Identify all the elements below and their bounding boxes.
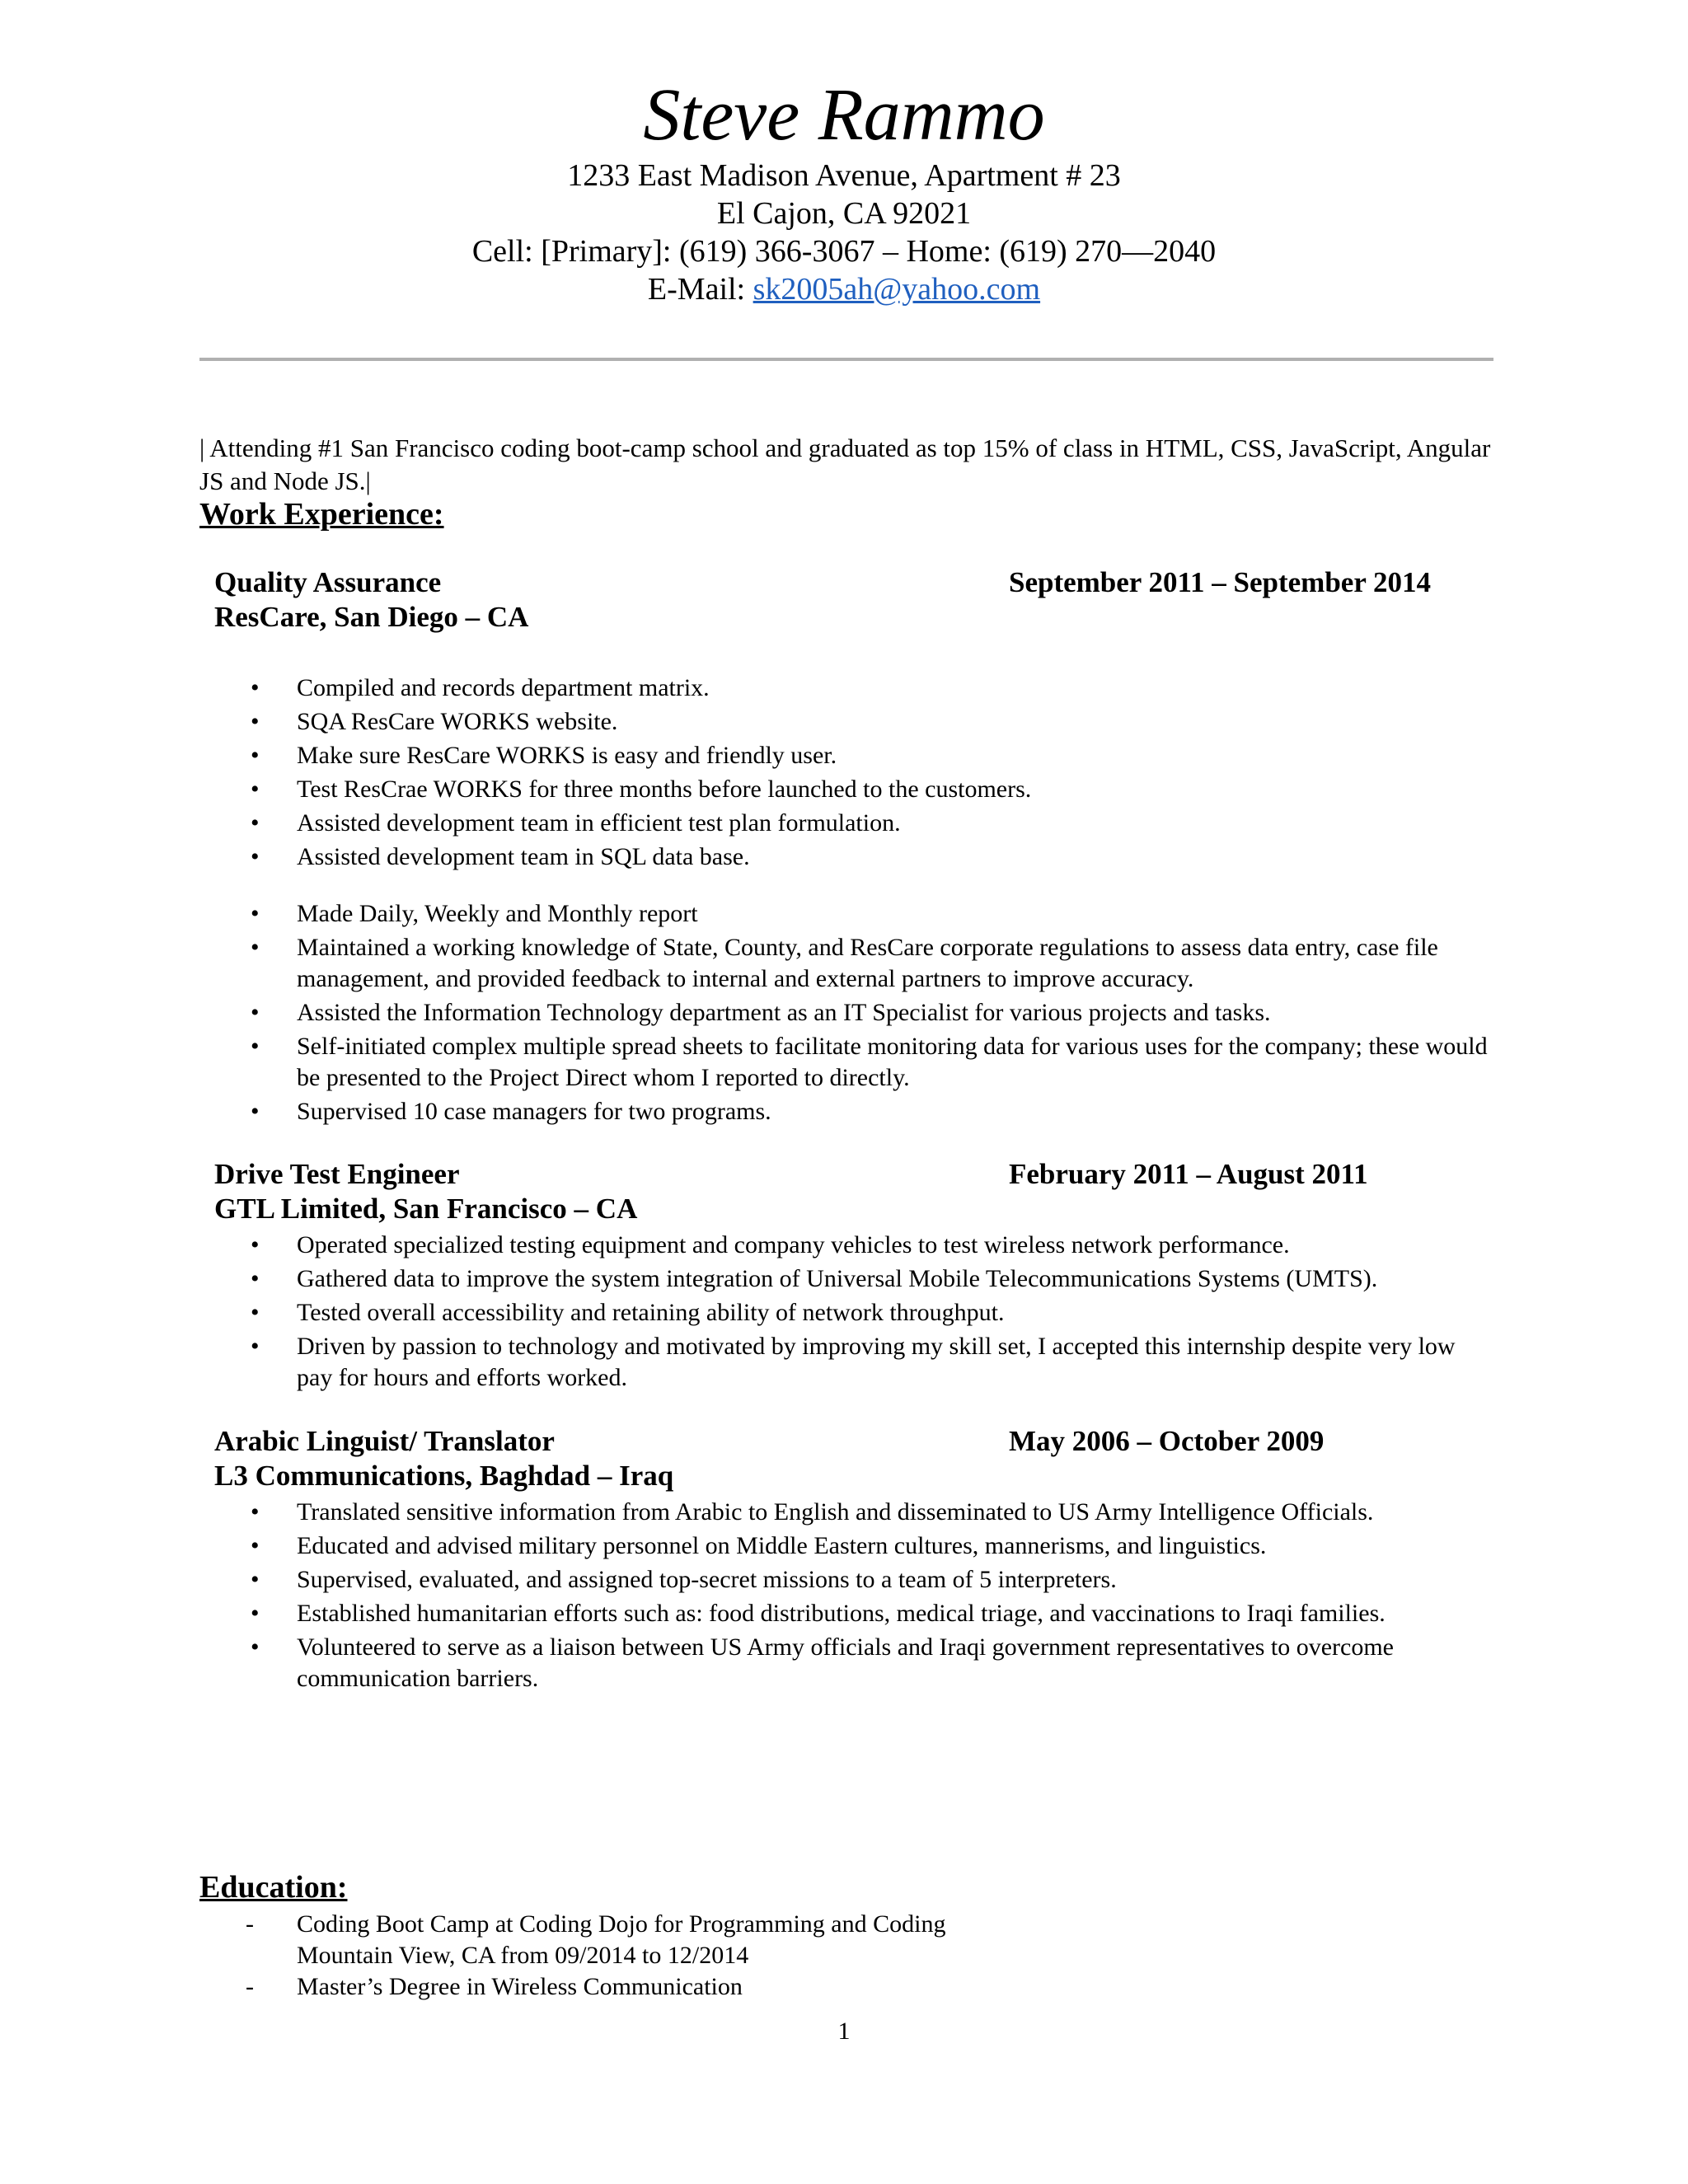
job-1-duties-list-b [297,898,1493,1130]
education-item-line-1: Coding Boot Camp at Coding Dojo for Programming and Coding [297,1910,946,1938]
list-item: • Assisted development team in efficient test plan formulation. [297,808,1493,839]
job-dates-1: September 2011 – September 2014 [1009,566,1431,598]
list-item: • Test ResCrae WORKS for three months before launched to the customers. [297,774,1493,805]
job-2-duties-list [297,1230,1493,1396]
email-link[interactable]: sk2005ah@yahoo.com [753,272,1041,307]
list-dash: - [246,1910,254,1938]
list-item: • Assisted development team in SQL data base. [297,841,1493,873]
address-line-1: 1233 East Madison Avenue, Apartment # 23 [567,158,1121,193]
list-item: • Educated and advised military personnel on Middle Eastern cultures, mannerisms, and linguistics. [297,1530,1493,1562]
list-item [246,1909,1493,1971]
list-item: • Gathered data to improve the system integration of Universal Mobile Telecommunications Systems (UMTS). [297,1263,1493,1295]
summary-text: | Attending #1 San Francisco coding boot-camp school and graduated as top 15% of class in HTML, CSS, JavaScript, Angular JS and Node JS.| [199,434,1491,495]
job-title-3: Arabic Linguist/ Translator [214,1425,555,1457]
job-title-2: Drive Test Engineer [214,1158,460,1190]
list-item: • SQA ResCare WORKS website. [297,706,1493,738]
job-dates-3: May 2006 – October 2009 [1009,1425,1325,1457]
header-divider [199,358,1493,361]
work-experience-heading: Work Experience: [199,497,444,532]
education-item-line-1: Master’s Degree in Wireless Communication [297,1973,743,2000]
education-heading: Education: [199,1870,348,1905]
list-item: • Maintained a working knowledge of State, County, and ResCare corporate regulations to assess data entry, case file management, and provided feedback to internal and external partners to improve accuracy. [297,932,1493,995]
list-item: • Supervised, evaluated, and assigned top-secret missions to a team of 5 interpreters. [297,1564,1493,1596]
list-item [246,1971,1493,2003]
job-title-1: Quality Assurance [214,566,442,598]
list-item: • Established humanitarian efforts such as: food distributions, medical triage, and vaccinations to Iraqi families. [297,1598,1493,1629]
job-3-duties-list [297,1497,1493,1697]
list-item: • Made Daily, Weekly and Monthly report [297,898,1493,930]
education-list [246,1909,1493,2003]
job-1-duties-list-a [297,673,1493,875]
list-item: • Tested overall accessibility and retaining ability of network throughput. [297,1297,1493,1329]
list-item: • Self-initiated complex multiple spread sheets to facilitate monitoring data for various uses for the company; these would be presented to the Project Direct whom I reported to directly. [297,1031,1493,1094]
email-line [0,270,1688,308]
phone-line: Cell: [Primary]: (619) 366-3067 – Home: (619) 270—2040 [471,234,1217,269]
list-item: • Make sure ResCare WORKS is easy and friendly user. [297,740,1493,771]
job-company-3: L3 Communications, Baghdad – Iraq [214,1460,674,1492]
job-dates-2: February 2011 – August 2011 [1009,1158,1368,1190]
list-item: • Driven by passion to technology and motivated by improving my skill set, I accepted this internship despite very low pay for hours and efforts worked. [297,1331,1493,1394]
page-number: 1 [837,2018,851,2045]
list-item: • Translated sensitive information from Arabic to English and disseminated to US Army Intelligence Officials. [297,1497,1493,1528]
address-line-2: El Cajon, CA 92021 [716,196,972,231]
list-item: • Assisted the Information Technology department as an IT Specialist for various projects and tasks. [297,997,1493,1029]
list-item: • Supervised 10 case managers for two programs. [297,1096,1493,1127]
list-item: • Compiled and records department matrix. [297,673,1493,704]
email-label: E-Mail: [647,272,746,307]
candidate-name: Steve Rammo [643,74,1045,156]
list-item: • Volunteered to serve as a liaison between US Army officials and Iraqi government representatives to overcome communication barriers. [297,1632,1493,1694]
job-company-1: ResCare, San Diego – CA [214,601,529,633]
education-item-line-2: Mountain View, CA from 09/2014 to 12/2014 [297,1942,749,1969]
list-dash: - [246,1973,254,2000]
job-company-2: GTL Limited, San Francisco – CA [214,1193,638,1225]
list-item: • Operated specialized testing equipment and company vehicles to test wireless network performance. [297,1230,1493,1261]
